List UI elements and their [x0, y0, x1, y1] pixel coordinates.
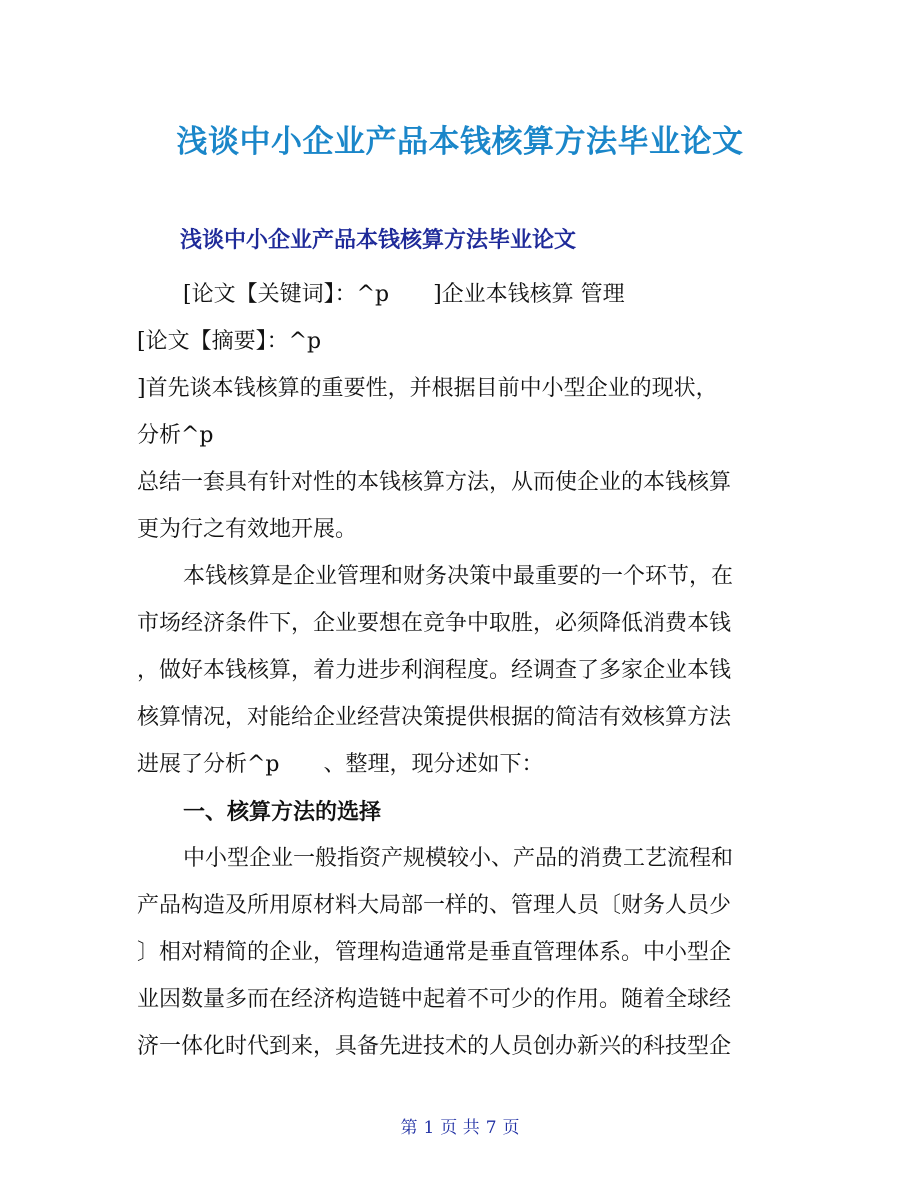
keywords-line: [论文【关键词】：^p ]企业本钱核算 管理 — [183, 282, 625, 307]
document-subtitle: 浅谈中小企业产品本钱核算方法毕业论文 — [180, 228, 577, 253]
paragraph-line: 中小型企业一般指资产规模较小、产品的消费工艺流程和 — [183, 846, 734, 871]
paragraph-line: 市场经济条件下，企业要想在竞争中取胜，必须降低消费本钱 — [137, 611, 732, 636]
paragraph-line: 〕相对精简的企业，管理构造通常是垂直管理体系。中小型企 — [137, 940, 732, 965]
document-title: 浅谈中小企业产品本钱核算方法毕业论文 — [176, 124, 744, 160]
page-footer — [0, 1113, 920, 1138]
paragraph-line: 总结一套具有针对性的本钱核算方法，从而使企业的本钱核算 — [137, 470, 732, 495]
footer-page-number: 1 — [423, 1118, 435, 1138]
paragraph-line: 产品构造及所用原材料大局部一样的、管理人员〔财务人员少 — [137, 893, 732, 918]
paragraph-line: 更为行之有效地开展。 — [137, 517, 358, 542]
footer-prefix: 第 — [400, 1118, 418, 1138]
abstract-label-line: [论文【摘要】：^p — [137, 329, 322, 354]
paragraph-line: 本钱核算是企业管理和财务决策中最重要的一个环节，在 — [183, 564, 734, 589]
paragraph-line: 济一体化时代到来，具备先进技术的人员创办新兴的科技型企 — [137, 1034, 732, 1059]
section-heading: 一、核算方法的选择 — [183, 799, 382, 825]
footer-mid: 页 共 — [440, 1118, 480, 1138]
paragraph-line: 分析^p — [137, 423, 214, 448]
paragraph-line: 进展了分析^p 、整理，现分述如下： — [137, 752, 544, 777]
paragraph-line: 核算情况，对能给企业经营决策提供根据的简洁有效核算方法 — [137, 705, 732, 730]
paragraph-line: ]首先谈本钱核算的重要性，并根据目前中小型企业的现状， — [137, 376, 718, 401]
paragraph-line: ，做好本钱核算，着力进步利润程度。经调查了多家企业本钱 — [137, 658, 732, 683]
footer-total-pages: 7 — [485, 1118, 497, 1138]
paragraph-line: 业因数量多而在经济构造链中起着不可少的作用。随着全球经 — [137, 987, 732, 1012]
footer-suffix: 页 — [502, 1118, 520, 1138]
